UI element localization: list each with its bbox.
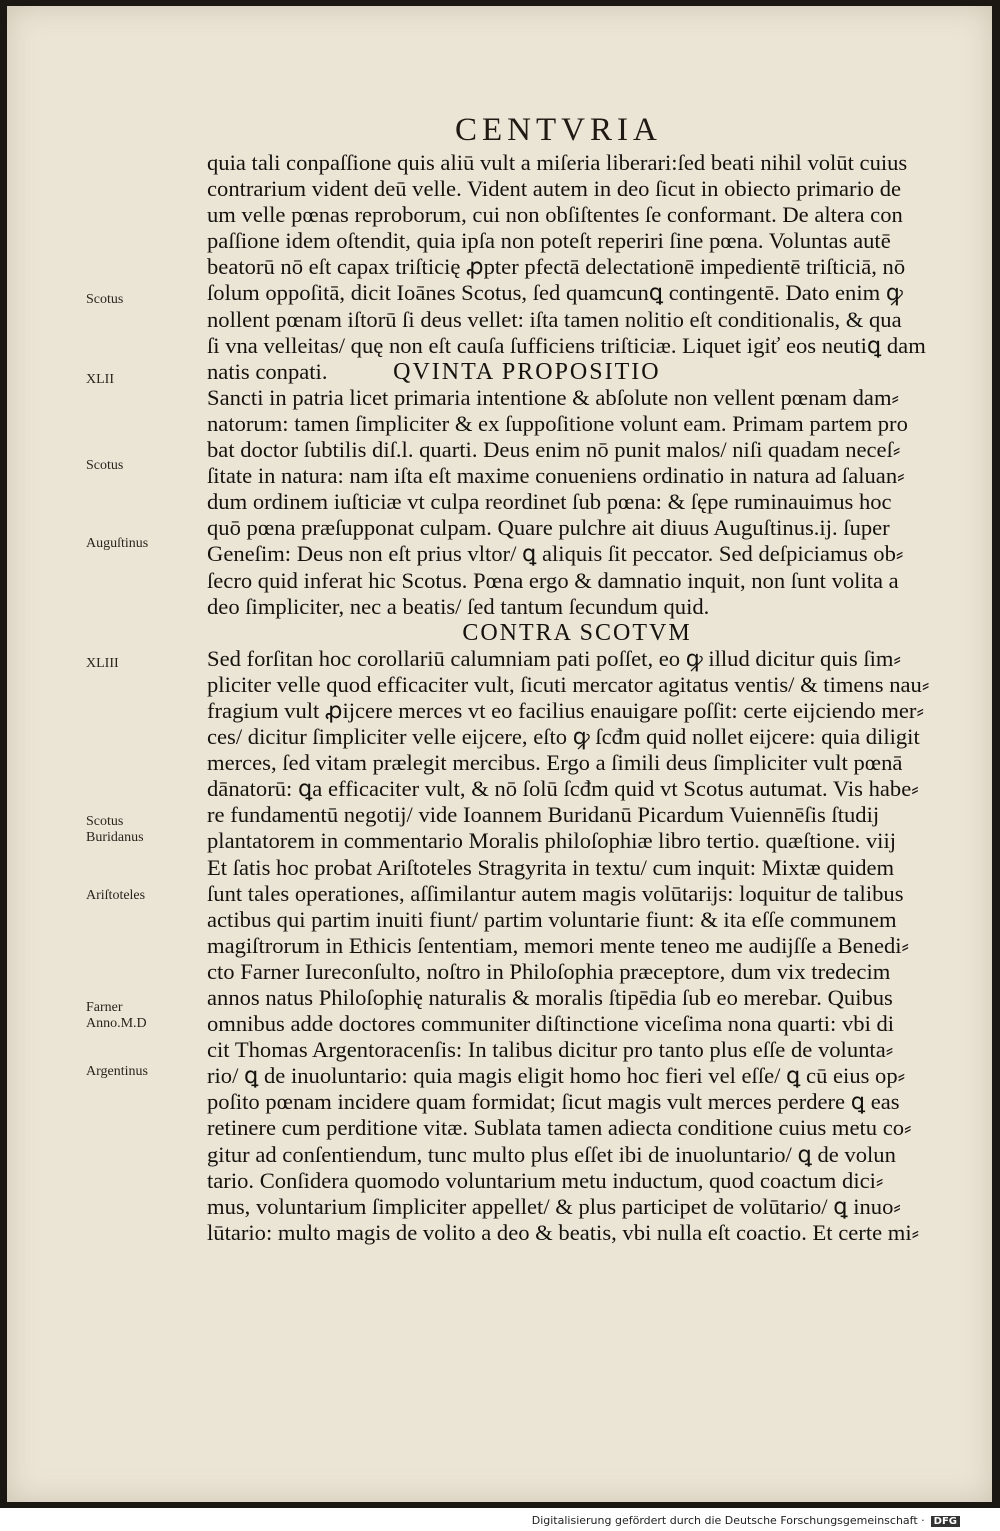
margin-note-farner: Farner [86, 1000, 123, 1015]
text-line: mus, voluntarium ſimpliciter appellet/ & plus participet de volūtario/ ꝗ inuo⸗ [207, 1193, 901, 1219]
margin-note-argentinus: Argentinus [86, 1064, 148, 1079]
section-heading-contra: CONTRA SCOTVM [462, 619, 692, 646]
text-line: dum ordinem iuſticiæ vt culpa reordinet ſub pœna: & ſępe ruminauimus hoc [207, 489, 892, 515]
text-line: um velle pœnas reproborum, cui non obſiſtentes ſe conformant. De altera con [207, 202, 903, 228]
margin-note-scotus: Scotus [86, 814, 124, 829]
text-line: ſitate in natura: nam iſta eſt maxime conueniens ordinatio in natura ad ſaluan⸗ [207, 463, 905, 489]
text-line: nollent pœnam iſtorū ſi deus vellet: iſta tamen nolitio eſt conditionalis, & qua [207, 306, 902, 332]
margin-note-aristoteles: Ariſtoteles [86, 888, 146, 903]
page-body [207, 150, 947, 1246]
text-line: cto Farner Iureconſulto, noſtro in Philoſophia præceptore, dum vix tredecim [207, 958, 891, 984]
digitization-credit [532, 1514, 960, 1527]
text-line: plantatorem in commentario Moralis philoſophiæ libro tertio. quæſtione. viij [207, 828, 897, 854]
margin-note-xliii: XLIII [86, 656, 119, 671]
section-heading-quinta: QVINTA PROPOSITIO [393, 358, 661, 385]
text-line: fragium vult ꝓijcere merces vt eo facilius enauigare poſſit: certe eijciendo mer⸗ [207, 697, 924, 723]
text-line: Sancti in patria licet primaria intentione & abſolute non vellent pœnam dam⸗ [207, 384, 900, 410]
text-line: natis conpati. [207, 358, 328, 384]
text-line: annos natus Philoſophię naturalis & moralis ſtipēdia ſub eo merebar. Quibus [207, 985, 893, 1010]
margin-note-xlii: XLII [86, 372, 114, 387]
text-line: ſolum oppoſitā, dicit Ioānes Scotus, ſed quamcunꝗ contingentē. Dato enim ꝙ [207, 280, 903, 306]
text-line: quō pœna præſupponat culpam. Quare pulchre ait diuus Auguſtinus.ij. ſuper [207, 515, 890, 541]
text-line: actibus qui partim inuiti fiunt/ partim voluntarie fiunt: & ita eſſe communem [207, 906, 897, 932]
text-line: ſecro quid inferat hic Scotus. Pœna ergo & damnatio inquit, non ſunt volita a [207, 567, 899, 593]
margin-note-scotus: Scotus [86, 292, 124, 307]
text-line: gitur ad conſentiendum, tunc multo plus eſſet ibi de inuoluntario/ ꝗ de volun [207, 1141, 896, 1167]
text-line: Geneſim: Deus non eſt prius vltor/ ꝗ aliquis ſit peccator. Sed deſpiciamus ob⸗ [207, 541, 904, 567]
text-line: cit Thomas Argentoracenſis: In talibus dicitur pro tanto plus eſſe de volunta⸗ [207, 1037, 894, 1063]
text-line: ſunt tales operationes, aſſimilantur autem magis volūtarijs: loquitur de talibus [207, 880, 904, 906]
margin-note-augustinus: Auguſtinus [86, 536, 149, 551]
text-line: merces, ſed vitam prælegit mercibus. Ergo a ſimili deus ſimpliciter vult pœnā [207, 750, 903, 776]
text-line: ces/ dicitur ſimpliciter velle eijcere, eſto ꝙ ſcđm quid nollet eijcere: quia diligit [207, 724, 920, 750]
text-line: magiſtrorum in Ethicis ſententiam, memori mente teneo me audijſſe a Benedi⸗ [207, 932, 910, 958]
text-line: beatorū nō eſt capax triſticię ꝓpter pfectā delectationē impedientē triſticiā, nō [207, 254, 906, 280]
text-line-with-heading [207, 359, 947, 385]
text-line: deo ſimpliciter, nec a beatis/ ſed tantum ſecundum quid. [207, 593, 710, 619]
text-line: poſito pœnam incidere quam formidat; ſicut magis vult merces perdere ꝗ eas [207, 1089, 900, 1115]
text-line: lūtario: multo magis de volito a deo & beatis, vbi nulla eſt coactio. Et certe mi⸗ [207, 1219, 920, 1245]
credit-text: Digitalisierung gefördert durch die Deutsche Forschungsgemeinschaft · [531, 1514, 925, 1527]
text-line: contrarium vident deū velle. Vident autem in deo ſicut in obiecto primario de [207, 176, 902, 202]
text-line: ſi vna velleitas/ quę non eſt cauſa ſufficiens triſticiæ. Liquet igiť eos neutiꝗ dam [207, 332, 926, 358]
text-line: retinere cum perditione vitæ. Sublata tamen adiecta conditione cuius metu co⸗ [207, 1115, 912, 1141]
page-running-title: CENTVRIA [455, 112, 662, 148]
margin-note-scotus: Scotus [86, 458, 124, 473]
text-line: bat doctor ſubtilis diſ.l. quarti. Deus enim nō punit malos/ niſi quadam neceſ⸗ [207, 437, 901, 463]
text-line: quia tali conpaſſione quis aliū vult a miſeria liberari:ſed beati nihil volūt cuius [207, 150, 908, 175]
text-line: natorum: tamen ſimpliciter & ex ſuppoſitione volunt eam. Primam partem pro [207, 410, 908, 436]
text-line: Sed forſitan hoc corollariū calumniam pati poſſet, eo ꝙ illud dicitur quis ſim⸗ [207, 645, 901, 671]
dfg-logo: DFG [931, 1516, 960, 1527]
text-line: Et ſatis hoc probat Ariſtoteles Stragyrita in textu/ cum inquit: Mixtæ quidem [207, 854, 895, 880]
text-line: rio/ ꝗ de inuoluntario: quia magis eligit homo hoc fieri vel eſſe/ ꝗ cū eius op⸗ [207, 1063, 906, 1089]
text-line: dānatorū: ꝗa efficaciter vult, & nō ſolū ſcđm quid vt Scotus autumat. Vis habe⸗ [207, 776, 919, 802]
text-line: omnibus adde doctores communiter diſtinctione viceſima nona quarti: vbi di [207, 1011, 895, 1037]
text-line: re fundamentū negotij/ vide Ioannem Buridanū Picardum Vuiennēſis ſtudij [207, 802, 880, 828]
text-line: paſſione idem oſtendit, quia ipſa non poteſt reperiri ſine pœna. Voluntas autē [207, 228, 891, 254]
text-line: tario. Conſidera quomodo voluntarium metu inductum, quod coactum dici⸗ [207, 1167, 884, 1193]
margin-note-anno: Anno.M.D [86, 1016, 147, 1031]
text-line: pliciter velle quod efficaciter vult, ſicuti mercator agitatus ventis/ & timens nau⸗ [207, 671, 930, 697]
margin-note-buridanus: Buridanus [86, 830, 144, 845]
